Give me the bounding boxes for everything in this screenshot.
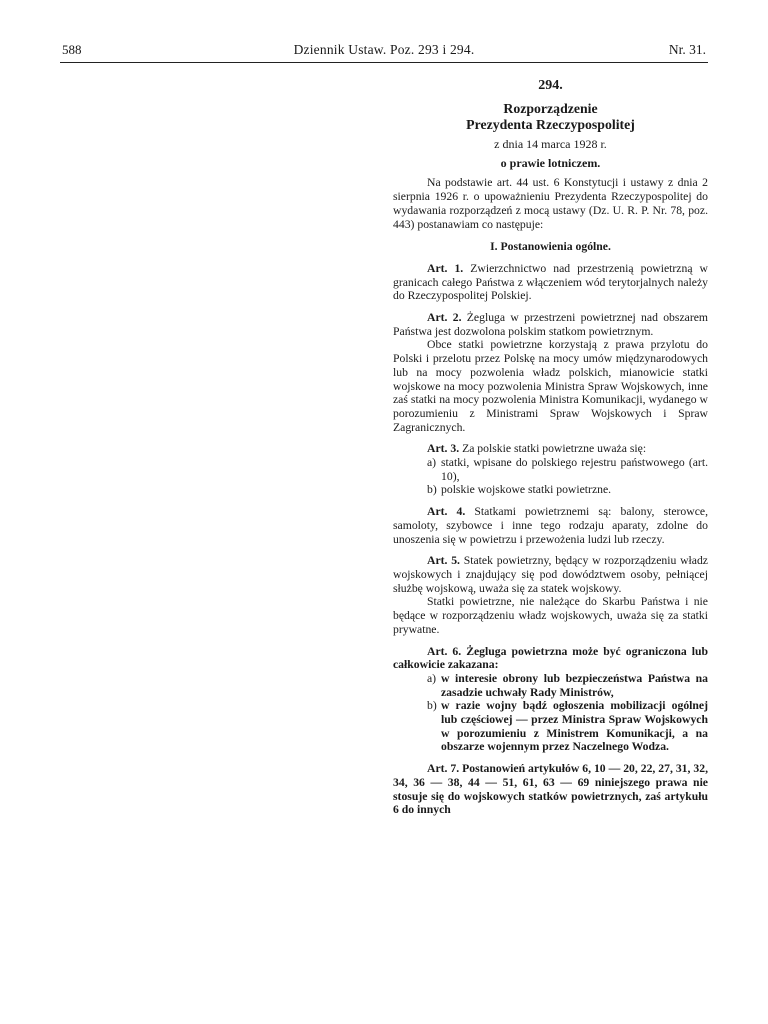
article-5 xyxy=(393,554,708,595)
document-title-line2: Prezydenta Rzeczypospolitej xyxy=(466,117,635,132)
article-2-label: Art. 2. xyxy=(427,311,462,325)
article-3-item-b xyxy=(393,483,708,497)
article-1-text: Zwierzchnictwo nad przestrzenią powietrzną w granicach całego Państwa z włączeniem wód terytorjalnych należy do Rzeczypospolitej Polskiej. xyxy=(393,261,708,303)
article-1 xyxy=(393,262,708,303)
article-4-text: Statkami powietrznemi są: balony, sterowce, samoloty, szybowce i inne tego rodzaju aparaty, zdolne do unoszenia się w powietrzu i przewożenia ludzi lub rzeczy. xyxy=(393,505,708,546)
document-title-line1: Rozporządzenie xyxy=(503,101,598,116)
section-heading: I. Postanowienia ogólne. xyxy=(490,240,611,254)
article-6-item-b-mark: b) xyxy=(427,699,437,713)
article-6-item-a-text: w interesie obrony lub bezpieczeństwa Państwa na zasadzie uchwały Rady Ministrów, xyxy=(441,671,708,699)
article-6-item-a-mark: a) xyxy=(427,671,437,685)
article-4-label: Art. 4. xyxy=(427,505,466,519)
article-6-item-b-text: w razie wojny bądź ogłoszenia mobilizacji ogólnej lub częściowej — przez Ministra Spraw Wojskowych w porozumieniu z Ministrem Komunikacji, a na obszarze wojennym przez Naczelnego Wodza. xyxy=(441,699,708,754)
article-3-item-b-text: polskie wojskowe statki powietrzne. xyxy=(441,483,612,497)
document-subject: o prawie lotniczem. xyxy=(500,155,601,170)
article-7-text: Postanowień artykułów 6, 10 — 20, 22, 27, 31, 32, 34, 36 — 38, 44 — 51, 61, 63 — 69 niniejszego prawa nie stosuje się do wojskowych statków powietrznych, zaś artykułu 6 do innych xyxy=(393,762,708,817)
article-6-text: Żegluga powietrzna może być ograniczona lub całkowicie zakazana: xyxy=(393,644,708,672)
article-3-text: Za polskie statki powietrzne uważa się: xyxy=(462,442,647,456)
article-2-text: Żegluga w przestrzeni powietrznej nad obszarem Państwa jest dozwolona polskim statkom powietrznym. xyxy=(393,311,708,338)
document-title xyxy=(393,101,708,133)
article-6-item-b xyxy=(393,699,708,754)
document-date: z dnia 14 marca 1928 r. xyxy=(494,137,607,151)
header-rule xyxy=(60,62,708,63)
article-3-item-a-mark: a) xyxy=(427,456,437,470)
article-5-label: Art. 5. xyxy=(427,554,460,568)
page-number: 588 xyxy=(62,42,82,57)
article-3-item-b-mark: b) xyxy=(427,483,437,497)
article-2-paragraph-2: Obce statki powietrzne korzystają z prawa przylotu do Polski i przelotu przez Polskę na mocy umów międzynarodowych lub na mocy pozwolenia władz polskich, mianowicie statki wojskowe na mocy pozwolenia Ministra Spraw Wojskowych, inne zaś statki na mocy pozwolenia Ministra Komunikacji, wydanego w porozumieniu z Ministrami Spraw Wojskowych i Spraw Zagranicznych. xyxy=(393,338,708,434)
article-3-item-a-text: statki, wpisane do polskiego rejestru państwowego (art. 10), xyxy=(441,456,708,483)
article-6-item-a xyxy=(393,672,708,699)
article-3 xyxy=(393,442,708,456)
issue-number: Nr. 31. xyxy=(668,42,706,57)
document-number: 294. xyxy=(538,78,563,93)
article-6-label: Art. 6. xyxy=(427,644,462,658)
journal-title: Dziennik Ustaw. Poz. 293 i 294. xyxy=(293,42,475,57)
text-column xyxy=(393,76,708,817)
article-7 xyxy=(393,762,708,817)
article-2 xyxy=(393,311,708,338)
article-5-text: Statek powietrzny, będący w rozporządzeniu władz wojskowych i znajdujący się pod dowództwem osoby, pełniącej służbę wojskową, uważa się za statek wojskowy. xyxy=(393,554,708,595)
article-3-item-a xyxy=(393,456,708,483)
page-header xyxy=(62,42,706,64)
article-5-paragraph-2: Statki powietrzne, nie należące do Skarbu Państwa i nie będące w rozporządzeniu władz wojskowych, uważa się za statki prywatne. xyxy=(393,595,708,636)
article-4 xyxy=(393,505,708,546)
article-1-label: Art. 1. xyxy=(427,261,464,275)
preamble: Na podstawie art. 44 ust. 6 Konstytucji i ustawy z dnia 2 sierpnia 1926 r. o upoważnieniu Prezydenta Rzeczypospolitej do wydawania rozporządzeń z mocą ustawy (Dz. U. R. P. Nr. 78, poz. 443) postanawiam co następuje: xyxy=(393,176,708,231)
article-6 xyxy=(393,645,708,672)
article-7-label: Art. 7. xyxy=(427,762,460,776)
article-3-label: Art. 3. xyxy=(427,442,460,456)
